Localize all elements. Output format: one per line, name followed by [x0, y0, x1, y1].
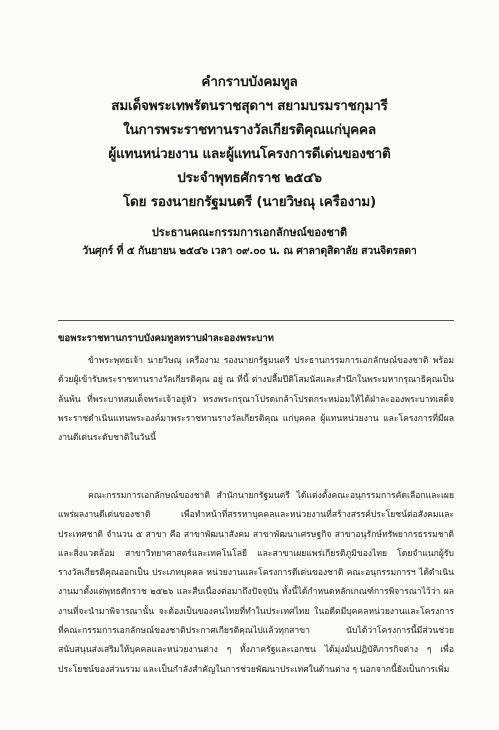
speaker-line: โดย รองนายกรัฐมนตรี (นายวิษณุ เครืองาม) [122, 194, 377, 210]
addressee-line: สมเด็จพระเทพรัตนราชสุดาฯ สยามบรมราชกุมารี [111, 98, 388, 114]
speaker-position: ประธานคณะกรรมการเอกลักษณ์ของชาติ [151, 226, 348, 239]
paragraph-text: คณะกรรมการเอกลักษณ์ของชาติ สำนักนายกรัฐมนตรี ได้แต่งตั้งคณะอนุกรรมการคัดเลือกและเผยแพร่ผลงานดีเด่นของชาติ เพื่อทำหน้าที่สรรหาบุคคลและหน่วยงานที่สร้างสรรค์ประโยชน์ต่อสังคมและประเทศชาติ จำนวน ๕ สาขา คือ สาขาพัฒนาสังคม สาขาพัฒนาเศรษฐกิจ สาขาอนุรักษ์ทรัพยากรธรรมชาติและสิ่งแวดล้อม สาขาวิทยาศาสตร์และเทคโนโลยี และสาขาเผยแพร่เกียรติภูมิของไทย โดยจำแนกผู้รับรางวัลเกียรติคุณออกเป็น ประเภทบุคคล หน่วยงานและโครงการดีเด่นของชาติ คณะอนุกรรมการฯ ได้ดำเนินงานมาตั้งแต่พุทธศักราช ๒๕๒๖ และสืบเนื่องต่อมาถึงปัจจุบัน ทั้งนี้ได้กำหนดหลักเกณฑ์การพิจารณาไว้ว่า ผลงานที่จะนำมาพิจารณานั้น จะต้องเป็นของคนไทยที่ทำในประเทศไทย ในอดีตมีบุคคลหน่วยงานและโครงการที่คณะกรรมการเอกลักษณ์ของชาติประกาศเกียรติคุณไปแล้วทุกสาขา นับได้ว่าโครงการนี้มีส่วนช่วยสนับสนุนส่งเสริมให้บุคคลและหน่วยงานต่าง ๆ ทั้งภาครัฐและเอกชน ได้มุ่งมั่นปฏิบัติภารกิจต่าง ๆ เพื่อประโยชน์ของส่วนรวม และเป็นกำลังสำคัญในการช่วยพัฒนาประเทศในด้านต่าง ๆ นอกจากนี้ยังเป็นการเพิ่ม [58, 491, 454, 675]
document-title: คำกราบบังคมทูล [201, 74, 298, 90]
occasion-line: ในการพระราชทานรางวัลเกียรติคุณแก่บุคคล [123, 122, 376, 138]
body-paragraph-1 [58, 352, 454, 448]
paragraph-text: ข้าพระพุทธเจ้า นายวิษณุ เครืองาม รองนายกรัฐมนตรี ประธานกรรมการเอกลักษณ์ของชาติ พร้อมด้วยผู้เข้ารับพระราชทานรางวัลเกียรติคุณ อยู่ ณ ที่นี้ ต่างปลื้มปีติโสมนัสและสำนึกในพระมหากรุณาธิคุณเป็นล้นพ้น ที่พระบาทสมเด็จพระเจ้าอยู่หัว ทรงพระกรุณาโปรดเกล้าโปรดกระหม่อมให้ได้ฝ่าละอองพระบาทเสด็จพระราชดำเนินแทนพระองค์มาพระราชทานรางวัลเกียรติคุณ แก่บุคคล ผู้แทนหน่วยงาน และโครงการที่มีผลงานดีเด่นระดับชาติในวันนี้ [58, 356, 454, 444]
header-divider [58, 320, 454, 321]
salutation: ขอพระราชทานกราบบังคมทูลทราบฝ่าละอองพระบาท [58, 333, 274, 344]
occasion-line-2: ผู้แทนหน่วยงาน และผู้แทนโครงการดีเด่นของชาติ [108, 146, 391, 162]
date-venue-line: วันศุกร์ ที่ ๕ กันยายน ๒๕๔๖ เวลา ๐๙.๐๐ น. ณ ศาลาดุสิดาลัย สวนจิตรลดา [82, 245, 417, 257]
year-line: ประจำพุทธศักราช ๒๕๔๖ [177, 170, 322, 186]
document-header [0, 70, 499, 260]
body-paragraph-2 [58, 487, 454, 680]
